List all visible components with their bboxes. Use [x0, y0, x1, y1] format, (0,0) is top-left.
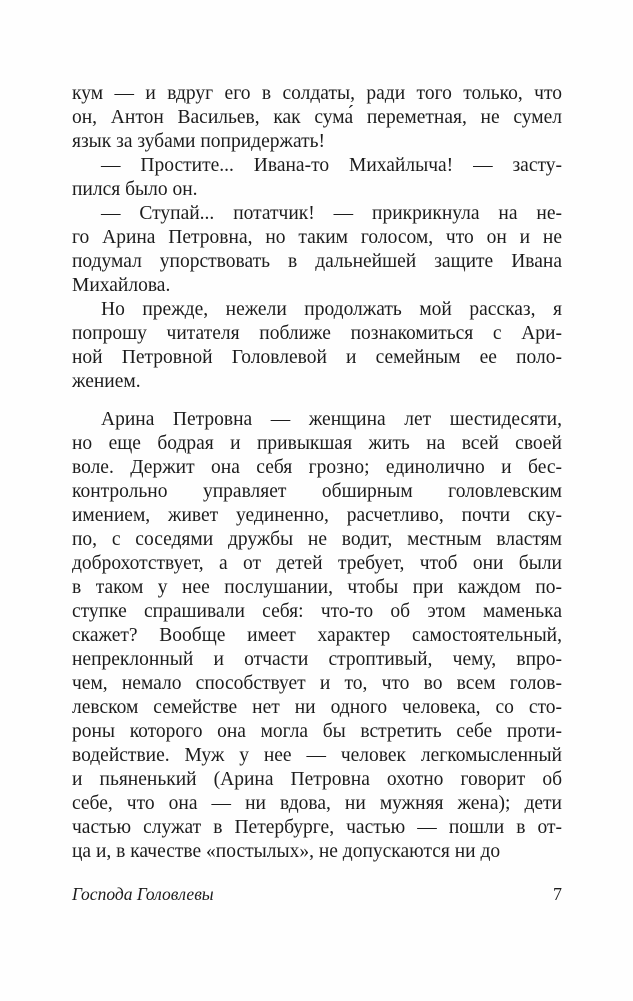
text-line: Михайлова. [72, 275, 171, 296]
text-line: частью служат в Петербурге, частью — пошли в от- [72, 817, 562, 838]
text-line: водействие. Муж у нее — человек легкомысленный [72, 745, 562, 766]
text-line: доброхотствует, а от детей требует, чтоб они были [72, 553, 562, 574]
text-line: и пьяненький (Арина Петровна охотно говорит об [72, 769, 562, 790]
text-line: он, Антон Васильев, как сума́ переметная, не сумел [72, 107, 562, 128]
text-line: кум — и вдруг его в солдаты, ради того только, что [72, 83, 562, 104]
text-line: Но прежде, нежели продолжать мой рассказ, я [101, 299, 562, 320]
text-line: левском семействе нет ни одного человека, со сто- [72, 697, 562, 718]
text-line: пился было он. [72, 179, 198, 200]
text-line: жением. [72, 371, 141, 392]
text-line: непреклонный и отчасти строптивый, чему, впро- [72, 649, 562, 670]
text-line: ступке спрашивали себя: что-то об этом маменька [72, 601, 562, 622]
text-line: ца и, в качестве «постылых», не допускаются ни до [72, 841, 501, 862]
body-text [72, 82, 562, 864]
text-line: — Ступай... потатчик! — прикрикнула на не- [101, 203, 562, 224]
text-line: себе, что она — ни вдова, ни мужняя жена); дети [72, 793, 562, 814]
page-footer [72, 884, 562, 905]
text-line: но еще бодрая и привыкшая жить на всей своей [72, 433, 562, 454]
paragraph [72, 298, 562, 394]
text-line: воле. Держит она себя грозно; единолично и бес- [72, 457, 562, 478]
text-line: Арина Петровна — женщина лет шестидесяти, [101, 409, 562, 430]
running-title: Господа Головлевы [72, 884, 214, 904]
text-line: язык за зубами попридержать! [72, 131, 326, 152]
text-line: по, с соседями дружбы не водит, местным властям [72, 529, 562, 550]
text-line: чем, немало способствует и то, что во всем голов- [72, 673, 562, 694]
text-line: имением, живет уединенно, расчетливо, почти ску- [72, 505, 562, 526]
text-line: роны которого она могла бы встретить себе проти- [72, 721, 562, 742]
text-line: в таком у нее послушании, чтобы при каждом по- [72, 577, 562, 598]
text-line: ной Петровной Головлевой и семейным ее поло- [72, 347, 562, 368]
paragraph [72, 154, 562, 202]
page-number: 7 [553, 884, 562, 904]
text-line: скажет? Вообще имеет характер самостоятельный, [72, 625, 562, 646]
text-line: — Простите... Ивана-то Михайлыча! — засту- [101, 155, 562, 176]
paragraph [72, 202, 562, 298]
text-line: контрольно управляет обширным головлевским [72, 481, 562, 502]
paragraph [72, 408, 562, 864]
text-line: попрошу читателя поближе познакомиться с Ари- [72, 323, 562, 344]
text-line: го Арина Петровна, но таким голосом, что он и не [72, 227, 562, 248]
text-line: подумал упорствовать в дальнейшей защите Ивана [72, 251, 562, 272]
paragraph [72, 82, 562, 154]
